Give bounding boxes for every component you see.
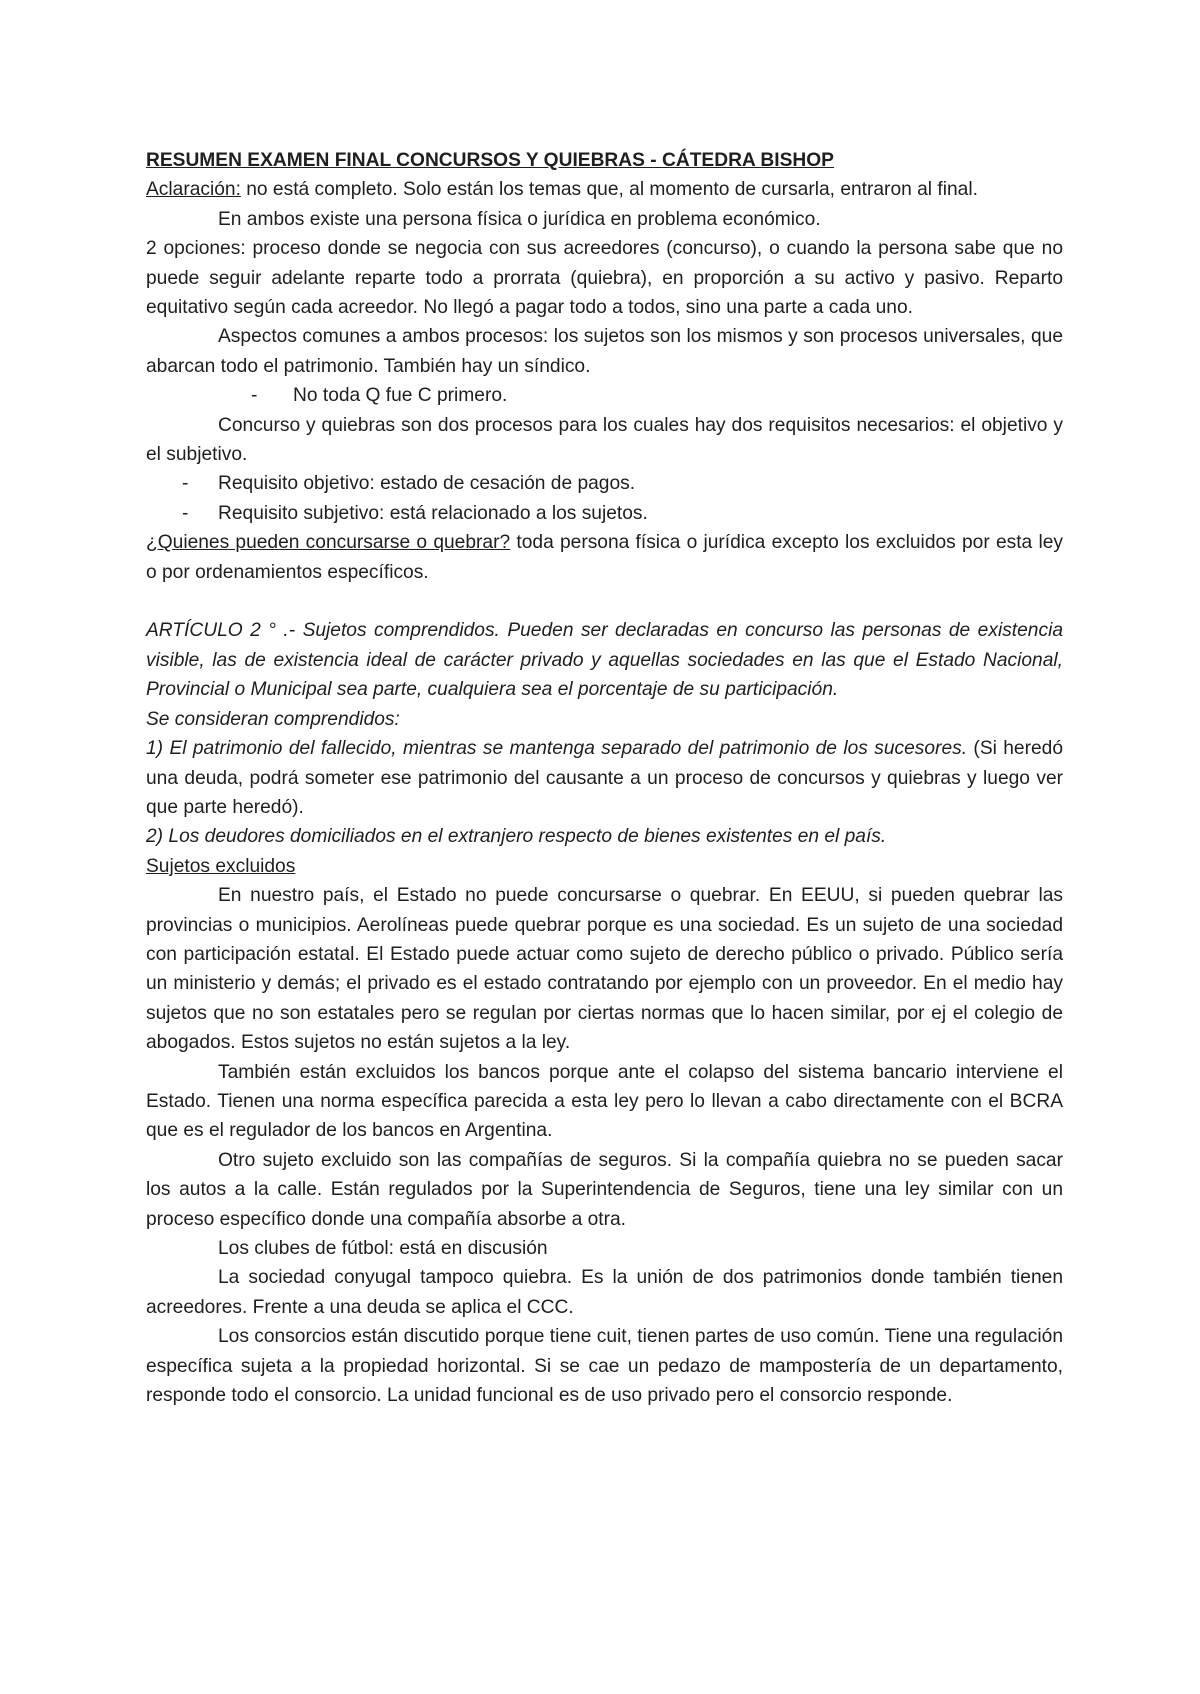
comprendidos-heading: Se consideran comprendidos: — [146, 708, 400, 730]
document-title: RESUMEN EXAMEN FINAL CONCURSOS Y QUIEBRAS - CÁTEDRA BISHOP — [146, 150, 834, 171]
excluidos-heading — [146, 852, 1063, 881]
comprendidos-item-1 — [146, 734, 1063, 822]
paragraph-estado: En nuestro país, el Estado no puede concursarse o quebrar. En EEUU, si pueden quebrar las provincias o municipios. Aerolíneas puede quebrar porque es una sociedad. Es un sujeto de una sociedad con participación estatal. El Estado puede actuar como sujeto de derecho público o privado. Público sería un ministerio y demás; el privado es el estado contratando por ejemplo con un proveedor. En el medio hay sujetos que no son estatales pero se regulan por ciertas normas que lo hacen similar, por ej el colegio de abogados. Estos sujetos no están sujetos a la ley. — [146, 885, 1063, 1054]
aclaracion-text: no está completo. Solo están los temas que, al momento de cursarla, entraron al final. — [240, 179, 978, 201]
bullet-dash: - — [182, 473, 189, 495]
item-1-text: (Si heredó una deuda, podrá someter ese patrimonio del causante a un proceso de concursos y quiebras y luego ver que parte heredó). — [146, 738, 1064, 818]
paragraph-requisitos: Concurso y quiebras son dos procesos para los cuales hay dos requisitos necesarios: el objetivo y el subjetivo. — [146, 414, 1063, 466]
quienes-question: ¿Quienes pueden concursarse o quebrar? — [146, 532, 511, 554]
paragraph-seguros: Otro sujeto excluido son las compañías de seguros. Si la compañía quiebra no se pueden sacar los autos a la calle. Están regulados por la Superintendencia de Seguros, tiene una ley similar con un proceso específico donde una compañía absorbe a otra. — [146, 1149, 1063, 1230]
comprendidos-item-2: 2) Los deudores domiciliados en el extranjero respecto de bienes existentes en el país. — [146, 826, 887, 848]
excluidos-heading-text: Sujetos excluidos — [146, 855, 296, 877]
aclaracion-label: Aclaración: — [146, 179, 241, 201]
paragraph-bancos: También están excluidos los bancos porque ante el colapso del sistema bancario interviene el Estado. Tienen una norma específica parecida a esta ley pero lo llevan a cabo directamente con el BCRA que es el regulador de los bancos en Argentina. — [146, 1061, 1063, 1142]
blank-line — [146, 587, 1063, 616]
bullet-text: Requisito objetivo: estado de cesación de pagos. — [218, 473, 636, 495]
bullet-no-toda-q — [146, 381, 1063, 410]
paragraph-consorcios: Los consorcios están discutido porque tiene cuit, tienen partes de uso común. Tiene una regulación específica sujeta a la propiedad horizontal. Si se cae un pedazo de mampostería de un departamento, responde todo el consorcio. La unidad funcional es de uso privado pero el consorcio responde. — [146, 1326, 1063, 1407]
paragraph-quienes — [146, 528, 1063, 587]
bullet-text: Requisito subjetivo: está relacionado a los sujetos. — [218, 502, 648, 524]
bullet-text: No toda Q fue C primero. — [293, 385, 508, 407]
paragraph-opciones: 2 opciones: proceso donde se negocia con sus acreedores (concurso), o cuando la persona sabe que no puede seguir adelante reparte todo a prorrata (quiebra), en proporción a su activo y pasivo. Reparto equitativo según cada acreedor. No llegó a pagar todo a todos, sino una parte a cada uno. — [146, 238, 1063, 319]
articulo-2: ARTÍCULO 2 ° .- Sujetos comprendidos. Pueden ser declaradas en concurso las personas de existencia visible, las de existencia ideal de carácter privado y aquellas sociedades en las que el Estado Nacional, Provincial o Municipal sea parte, cualquiera sea el porcentaje de su participación. — [146, 620, 1063, 701]
bullet-dash: - — [251, 385, 258, 407]
item-1-italic: 1) El patrimonio del fallecido, mientras se mantenga separado del patrimonio de los sucesores. — [146, 738, 968, 760]
paragraph-sociedad-conyugal: La sociedad conyugal tampoco quiebra. Es la unión de dos patrimonios donde también tienen acreedores. Frente a una deuda se aplica el CCC. — [146, 1267, 1063, 1318]
paragraph-clubes: Los clubes de fútbol: está en discusión — [218, 1238, 548, 1260]
aclaracion-paragraph — [146, 175, 1063, 204]
bullet-dash: - — [182, 502, 189, 524]
paragraph-aspectos-comunes: Aspectos comunes a ambos procesos: los sujetos son los mismos y son procesos universales, que abarcan todo el patrimonio. También hay un síndico. — [146, 326, 1063, 377]
bullet-requisito-objetivo — [146, 469, 1063, 498]
paragraph-ambos: En ambos existe una persona física o jurídica en problema económico. — [218, 208, 821, 230]
document-page — [146, 146, 1063, 1410]
bullet-requisito-subjetivo — [146, 499, 1063, 528]
quienes-text: toda persona física o jurídica excepto los excluidos por esta ley o por ordenamientos específicos. — [146, 532, 1063, 583]
